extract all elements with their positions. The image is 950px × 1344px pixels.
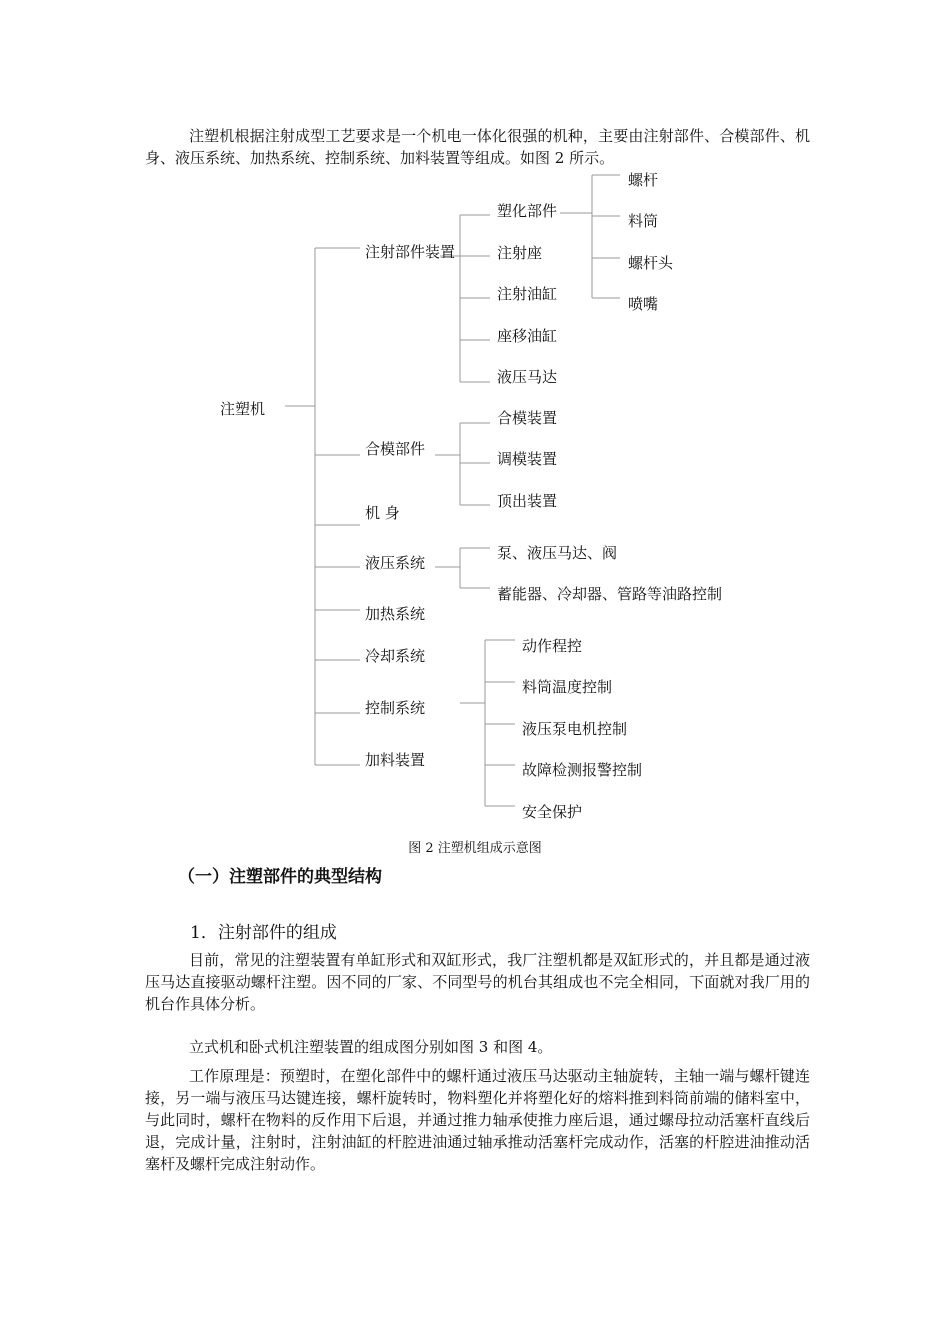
tree-node-pump-motor-valve: 泵、液压马达、阀 bbox=[497, 544, 618, 562]
tree-node-feeding-device: 加料装置 bbox=[365, 751, 426, 769]
tree-node-hydraulic-motor: 液压马达 bbox=[497, 368, 558, 386]
tree-node-accumulator: 蓄能器、冷却器、管路等油路控制 bbox=[497, 585, 723, 603]
tree-node-control-system: 控制系统 bbox=[365, 699, 426, 717]
tree-node-barrel: 料筒 bbox=[628, 212, 659, 230]
tree-node-mold-adjust: 调模装置 bbox=[497, 450, 558, 468]
tree-node-fault-alarm: 故障检测报警控制 bbox=[522, 761, 643, 779]
tree-node-heating-system: 加热系统 bbox=[365, 605, 426, 623]
intro-paragraph: 注塑机根据注射成型工艺要求是一个机电一体化很强的机种，主要由注射部件、合模部件、机身、液压系统、加热系统、控制系统、加料装置等组成。如图 2 所示。 bbox=[145, 127, 810, 167]
tree-node-machine-body: 机 身 bbox=[365, 504, 400, 522]
tree-node-barrel-temp: 料筒温度控制 bbox=[522, 678, 613, 696]
tree-node-hydraulic-system: 液压系统 bbox=[365, 554, 426, 572]
tree-node-screw: 螺杆 bbox=[628, 171, 659, 189]
tree-node-clamping-unit: 合模部件 bbox=[365, 440, 426, 458]
tree-node-seat-cylinder: 座移油缸 bbox=[497, 327, 558, 345]
tree-root: 注塑机 bbox=[220, 400, 266, 418]
tree-node-injection-cylinder: 注射油缸 bbox=[497, 285, 558, 303]
tree-node-mold-clamping: 合模装置 bbox=[497, 409, 558, 427]
tree-node-screw-head: 螺杆头 bbox=[628, 254, 674, 272]
tree-node-pump-motor-control: 液压泵电机控制 bbox=[522, 720, 628, 738]
section-title: （一）注塑部件的典型结构 bbox=[178, 867, 382, 887]
tree-node-ejector: 顶出装置 bbox=[497, 492, 558, 510]
tree-node-safety: 安全保护 bbox=[522, 803, 583, 821]
tree-node-cooling-system: 冷却系统 bbox=[365, 647, 426, 665]
paragraph-2: 立式机和卧式机注塑装置的组成图分别如图 3 和图 4。 bbox=[189, 1038, 553, 1056]
paragraph-3: 工作原理是：预塑时，在塑化部件中的螺杆通过液压马达驱动主轴旋转，主轴一端与螺杆键连接，另一端与液压马达键连接，螺杆旋转时，物料塑化并将塑化好的熔料推到料筒前端的储料室中，与此同时，螺杆在物料的反作用下后退，并通过推力轴承使推力座后退，通过螺母拉动活塞杆直线后退，完成计量，注射时，注射油缸的杆腔进油通过轴承推动活塞杆完成动作，活塞的杆腔进油推动活塞杆及螺杆完成注射动作。 bbox=[145, 1067, 810, 1173]
sub-title: 1．注射部件的组成 bbox=[190, 923, 337, 943]
tree-node-injection-unit: 注射部件装置 bbox=[365, 243, 456, 261]
paragraph-1: 目前，常见的注塑装置有单缸形式和双缸形式，我厂注塑机都是双缸形式的，并且都是通过液压马达直接驱动螺杆注塑。因不同的厂家、不同型号的机台其组成也不完全相同，下面就对我厂用的机台作具体分析。 bbox=[145, 951, 810, 1013]
tree-node-injection-seat: 注射座 bbox=[497, 244, 543, 262]
tree-node-nozzle: 喷嘴 bbox=[628, 295, 659, 313]
figure-caption: 图 2 注塑机组成示意图 bbox=[408, 841, 542, 856]
tree-node-motion-program: 动作程控 bbox=[522, 637, 583, 655]
tree-node-plasticizing: 塑化部件 bbox=[497, 202, 558, 220]
